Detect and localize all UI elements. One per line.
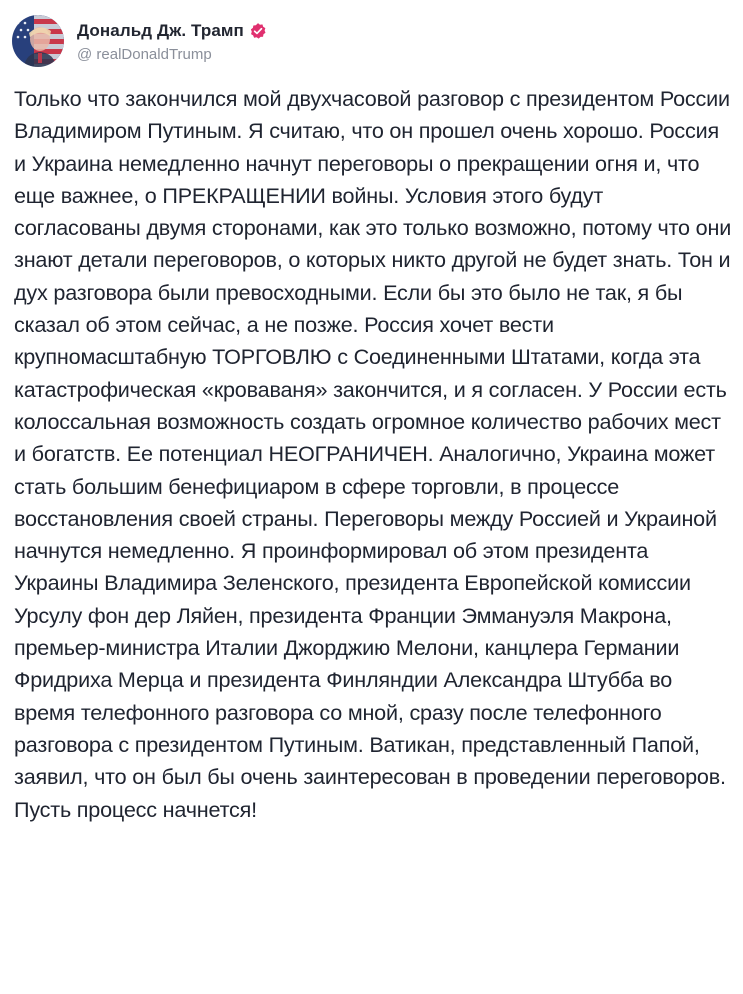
american-flag-portrait-avatar-icon (12, 15, 64, 67)
verified-badge-icon (249, 22, 267, 40)
author-handle[interactable]: @ realDonaldTrump (77, 46, 212, 63)
avatar[interactable] (12, 15, 64, 67)
author-display-name[interactable]: Дональд Дж. Трамп (77, 21, 244, 40)
post-header (12, 12, 267, 70)
author-identity (77, 19, 267, 63)
author-name-row (77, 19, 267, 43)
post-body-text: Только что закончился мой двухчасовой разговор с президентом России Владимиром Путиным. Я считаю, что он прошел очень хорошо. Россия и Украина немедленно начнут переговоры о прекращении огня и, что еще важнее, о ПРЕКРАЩЕНИИ войны. Условия этого будут согласованы двумя сторонами, как это только возможно, потому что они знают детали переговоров, о которых никто другой не будет знать. Тон и дух разговора были превосходными. Если бы это было не так, я бы сказал об этом сейчас, а не позже. Россия хочет вести крупномасштабную ТОРГОВЛЮ с Соединенными Штатами, когда эта катастрофическая «кроваваня» закончится, и я согласен. У России есть колоссальная возможность создать огромное количество рабочих мест и богатств. Ее потенциал НЕОГРАНИЧЕН. Аналогично, Украина может стать большим бенефициаром в сфере торговли, в процессе восстановления своей страны. Переговоры между Россией и Украиной начнутся немедленно. Я проинформировал об этом президента Украины Владимира Зеленского, президента Европейской комиссии Урсулу фон дер Ляйен, президента Франции Эммануэля Макрона, премьер-министра Италии Джорджию Мелони, канцлера Германии Фридриха Мерца и президента Финляндии Александра Штубба во время телефонного разговора со мной, сразу после телефонного разговора с президентом Путиным. Ватикан, представленный Папой, заявил, что он был бы очень заинтересован в проведении переговоров. Пусть процесс начнется! (14, 86, 732, 822)
